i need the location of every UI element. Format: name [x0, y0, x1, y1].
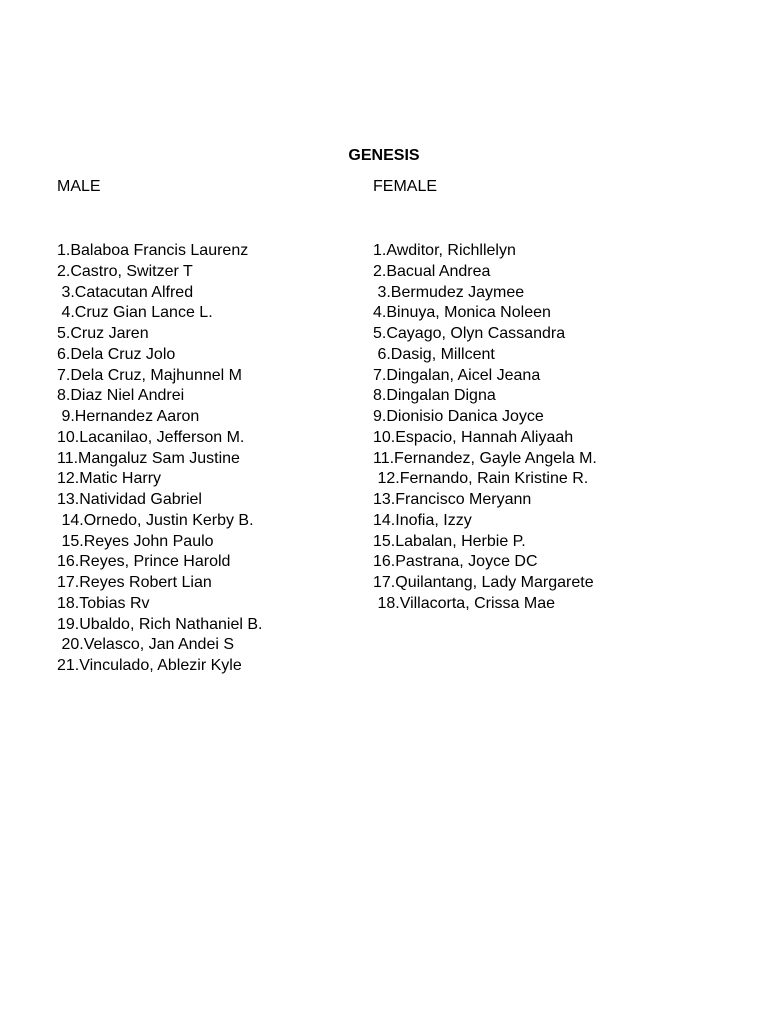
list-item: 12.Fernando, Rain Kristine R. — [373, 470, 589, 488]
list-item: 9.Dionisio Danica Joyce — [373, 408, 544, 425]
male-heading: MALE — [57, 178, 101, 195]
list-item: 10.Espacio, Hannah Aliyaah — [373, 428, 574, 446]
female-list — [373, 241, 597, 615]
list-item: 5.Cayago, Olyn Cassandra — [373, 325, 566, 342]
list-item: 17.Reyes Robert Lian — [57, 574, 212, 591]
list-item: 1.Awditor, Richllelyn — [373, 242, 516, 259]
list-item: 7.Dingalan, Aicel Jeana — [373, 366, 541, 384]
male-list — [57, 241, 262, 677]
list-item: 18.Tobias Rv — [57, 594, 150, 612]
list-item: 1.Balaboa Francis Laurenz — [57, 242, 249, 259]
list-item: 12.Matic Harry — [57, 470, 162, 488]
list-item: 9.Hernandez Aaron — [57, 408, 200, 425]
list-item: 3.Catacutan Alfred — [57, 283, 194, 301]
list-item: 14.Ornedo, Justin Kerby B. — [57, 511, 254, 529]
list-item: 7.Dela Cruz, Majhunnel M — [57, 366, 242, 384]
list-item: 2.Bacual Andrea — [373, 262, 491, 280]
list-item: 14.Inofia, Izzy — [373, 511, 472, 529]
list-item: 4.Cruz Gian Lance L. — [57, 304, 213, 322]
list-item: 17.Quilantang, Lady Margarete — [373, 574, 594, 591]
list-item: 2.Castro, Switzer T — [57, 262, 193, 280]
list-item: 15.Reyes John Paulo — [57, 532, 214, 550]
list-item: 19.Ubaldo, Rich Nathaniel B. — [57, 615, 263, 633]
list-item: 20.Velasco, Jan Andei S — [57, 636, 235, 654]
list-item: 10.Lacanilao, Jefferson M. — [57, 428, 245, 446]
list-item: 21.Vinculado, Ablezir Kyle — [57, 657, 242, 674]
female-heading: FEMALE — [373, 178, 438, 195]
list-item: 16.Pastrana, Joyce DC — [373, 553, 538, 571]
list-item: 8.Dingalan Digna — [373, 387, 496, 405]
list-item: 13.Natividad Gabriel — [57, 491, 202, 508]
list-item: 5.Cruz Jaren — [57, 325, 149, 342]
list-item: 3.Bermudez Jaymee — [373, 283, 525, 301]
list-item: 15.Labalan, Herbie P. — [373, 532, 526, 550]
list-item: 6.Dela Cruz Jolo — [57, 345, 176, 363]
list-item: 16.Reyes, Prince Harold — [57, 553, 231, 571]
document-title: GENESIS — [348, 147, 420, 164]
list-item: 8.Diaz Niel Andrei — [57, 387, 185, 405]
list-item: 4.Binuya, Monica Noleen — [373, 304, 551, 322]
list-item: 13.Francisco Meryann — [373, 491, 532, 508]
list-item: 6.Dasig, Millcent — [373, 345, 495, 363]
list-item: 11.Fernandez, Gayle Angela M. — [373, 449, 597, 467]
list-item: 11.Mangaluz Sam Justine — [57, 449, 240, 467]
list-item: 18.Villacorta, Crissa Mae — [373, 594, 555, 612]
